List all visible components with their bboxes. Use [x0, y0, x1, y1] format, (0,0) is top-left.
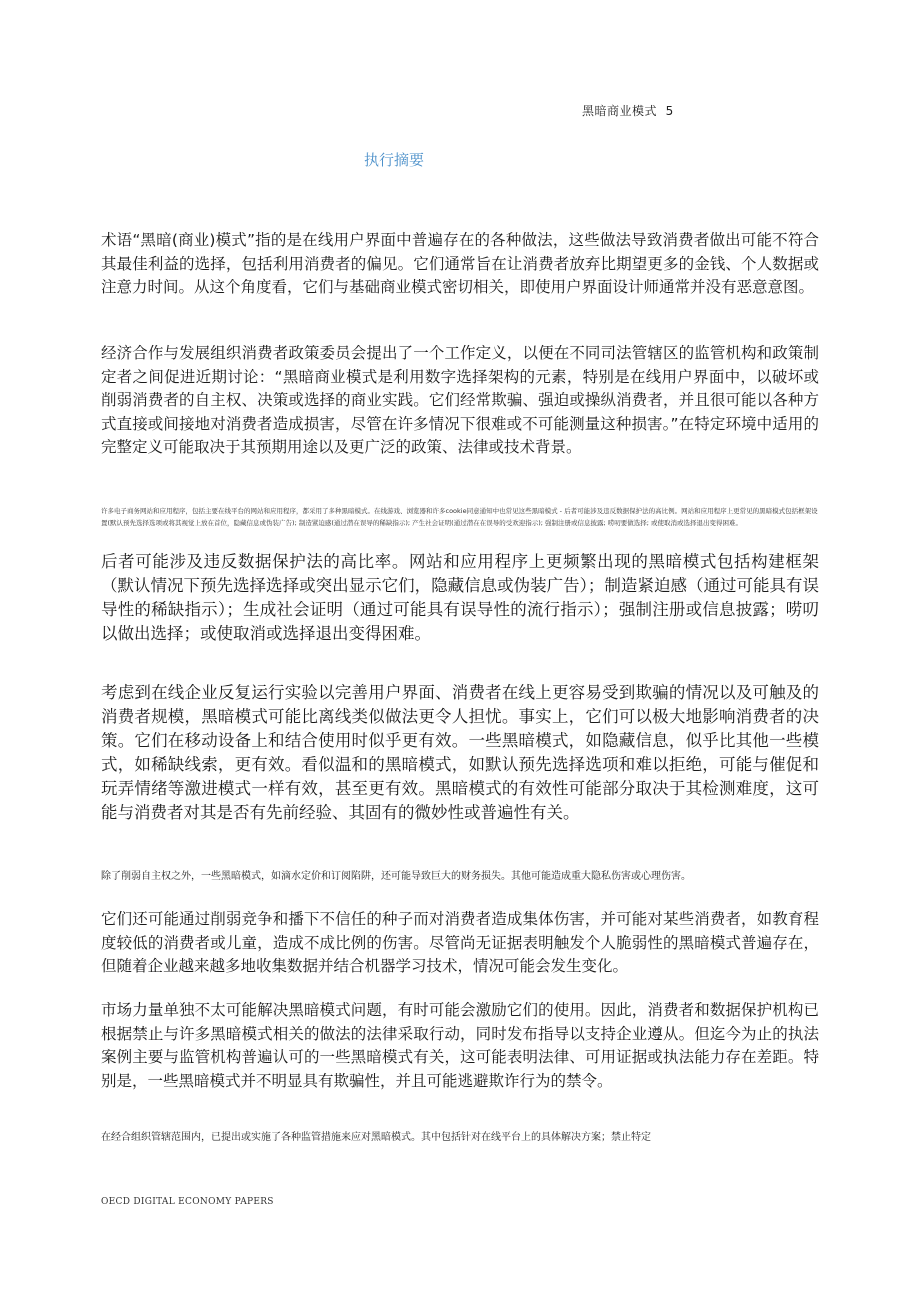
- paragraph-working-definition: 经济合作与发展组织消费者政策委员会提出了一个工作定义，以便在不同司法管辖区的监管机构和政策制定者之间促进近期讨论：“黑暗商业模式是利用数字选择架构的元素，特别是在线用户界面中，以破坏或削弱消费者的自主权、决策或选择的商业实践。它们经常欺骗、强迫或操纵消费者，并且很可能以各种方式直接或间接地对消费者造成损害，尽管在许多情况下很难或不可能测量这种损害。”在特定环境中适用的完整定义可能取决于其预期用途以及更广泛的政策、法律或技术背景。: [101, 344, 819, 456]
- footer-series: OECD DIGITAL ECONOMY PAPERS: [101, 1197, 274, 1207]
- paragraph-collective-harm: 它们还可能通过削弱竞争和播下不信任的种子而对消费者造成集体伤害，并可能对某些消费者，如教育程度较低的消费者或儿童，造成不成比例的伤害。尽管尚无证据表明触发个人脆弱性的黑暗模式普遍存在，但随着企业越来越多地收集数据并结合机器学习技术，情况可能会发生变化。: [101, 910, 819, 975]
- running-header: [582, 102, 674, 119]
- running-title: 黑暗商业模式: [582, 104, 658, 118]
- paragraph-effectiveness: 考虑到在线企业反复运行实验以完善用户界面、消费者在线上更容易受到欺骗的情况以及可触及的消费者规模，黑暗模式可能比离线类似做法更令人担忧。事实上，它们可以极大地影响消费者的决策。它们在移动设备上和结合使用时似乎更有效。一些黑暗模式，如隐藏信息，似乎比其他一些模式，如稀缺线索，更有效。看似温和的黑暗模式，如默认预先选择选项和难以拒绝，可能与催促和玩弄情绪等激进模式一样有效，甚至更有效。黑暗模式的有效性可能部分取决于其检测难度，这可能与消费者对其是否有先前经验、其固有的微妙性或普遍性有关。: [101, 683, 819, 822]
- paragraph-market-forces: 市场力量单独不太可能解决黑暗模式问题，有时可能会激励它们的使用。因此，消费者和数据保护机构已根据禁止与许多黑暗模式相关的做法的法律采取行动，同时发布指导以支持企业遵从。但迄今为止的执法案例主要与监管机构普遍认可的一些黑暗模式有关，这可能表明法律、可用证据或执法能力存在差距。特别是，一些黑暗模式并不明显具有欺骗性，并且可能逃避欺诈行为的禁令。: [101, 1001, 819, 1090]
- paragraph-harms-small: 除了削弱自主权之外，一些黑暗模式，如滴水定价和订阅陷阱，还可能导致巨大的财务损失。其他可能造成重大隐私伤害或心理伤害。: [101, 871, 691, 882]
- paragraph-prevalence: 后者可能涉及违反数据保护法的高比率。网站和应用程序上更频繁出现的黑暗模式包括构建框架（默认情况下预先选择选择或突出显示它们，隐藏信息或伪装广告）；制造紧迫感（通过可能具有误导性的稀缺指示）；生成社会证明（通过可能具有误导性的流行指示）；强制注册或信息披露；唠叨以做出选择；或使取消或选择退出变得困难。: [101, 552, 819, 643]
- paragraph-definition: 术语“黑暗(商业)模式”指的是在线用户界面中普遍存在的各种做法，这些做法导致消费者做出可能不符合其最佳利益的选择，包括利用消费者的偏见。它们通常旨在让消费者放弃比期望更多的金钱、个人数据或注意力时间。从这个角度看，它们与基础商业模式密切相关，即使用户界面设计师通常并没有恶意意图。: [101, 231, 819, 296]
- paragraph-regulation-small: 在经合组织管辖范围内，已提出或实施了各种监管措施来应对黑暗模式。其中包括针对在线平台上的具体解决方案；禁止特定: [101, 1132, 651, 1143]
- paragraph-prevalence-small: 许多电子商务网站和应用程序，包括主要在线平台的网站和应用程序，都采用了多种黑暗模式。在线游戏、浏览器和许多cookie同意通知中也常见这些黑暗模式 - 后者可能涉及违反数据保护法的高比例。网站和应用程序上更常见的黑暗模式包括框架设置(默认预先选择选项或将其视觉上放在首位，隐藏信息或伪装广告); 制造紧迫感(通过潜在误导的稀缺指示); 产生社会证明(通过潜在在误导的受欢迎指示); 强制注册或信息披露; 唠叨要做选择; 或使取消或选择退出变得困难。: [101, 507, 818, 527]
- page-number: 5: [665, 104, 674, 118]
- section-title: 执行摘要: [364, 151, 425, 169]
